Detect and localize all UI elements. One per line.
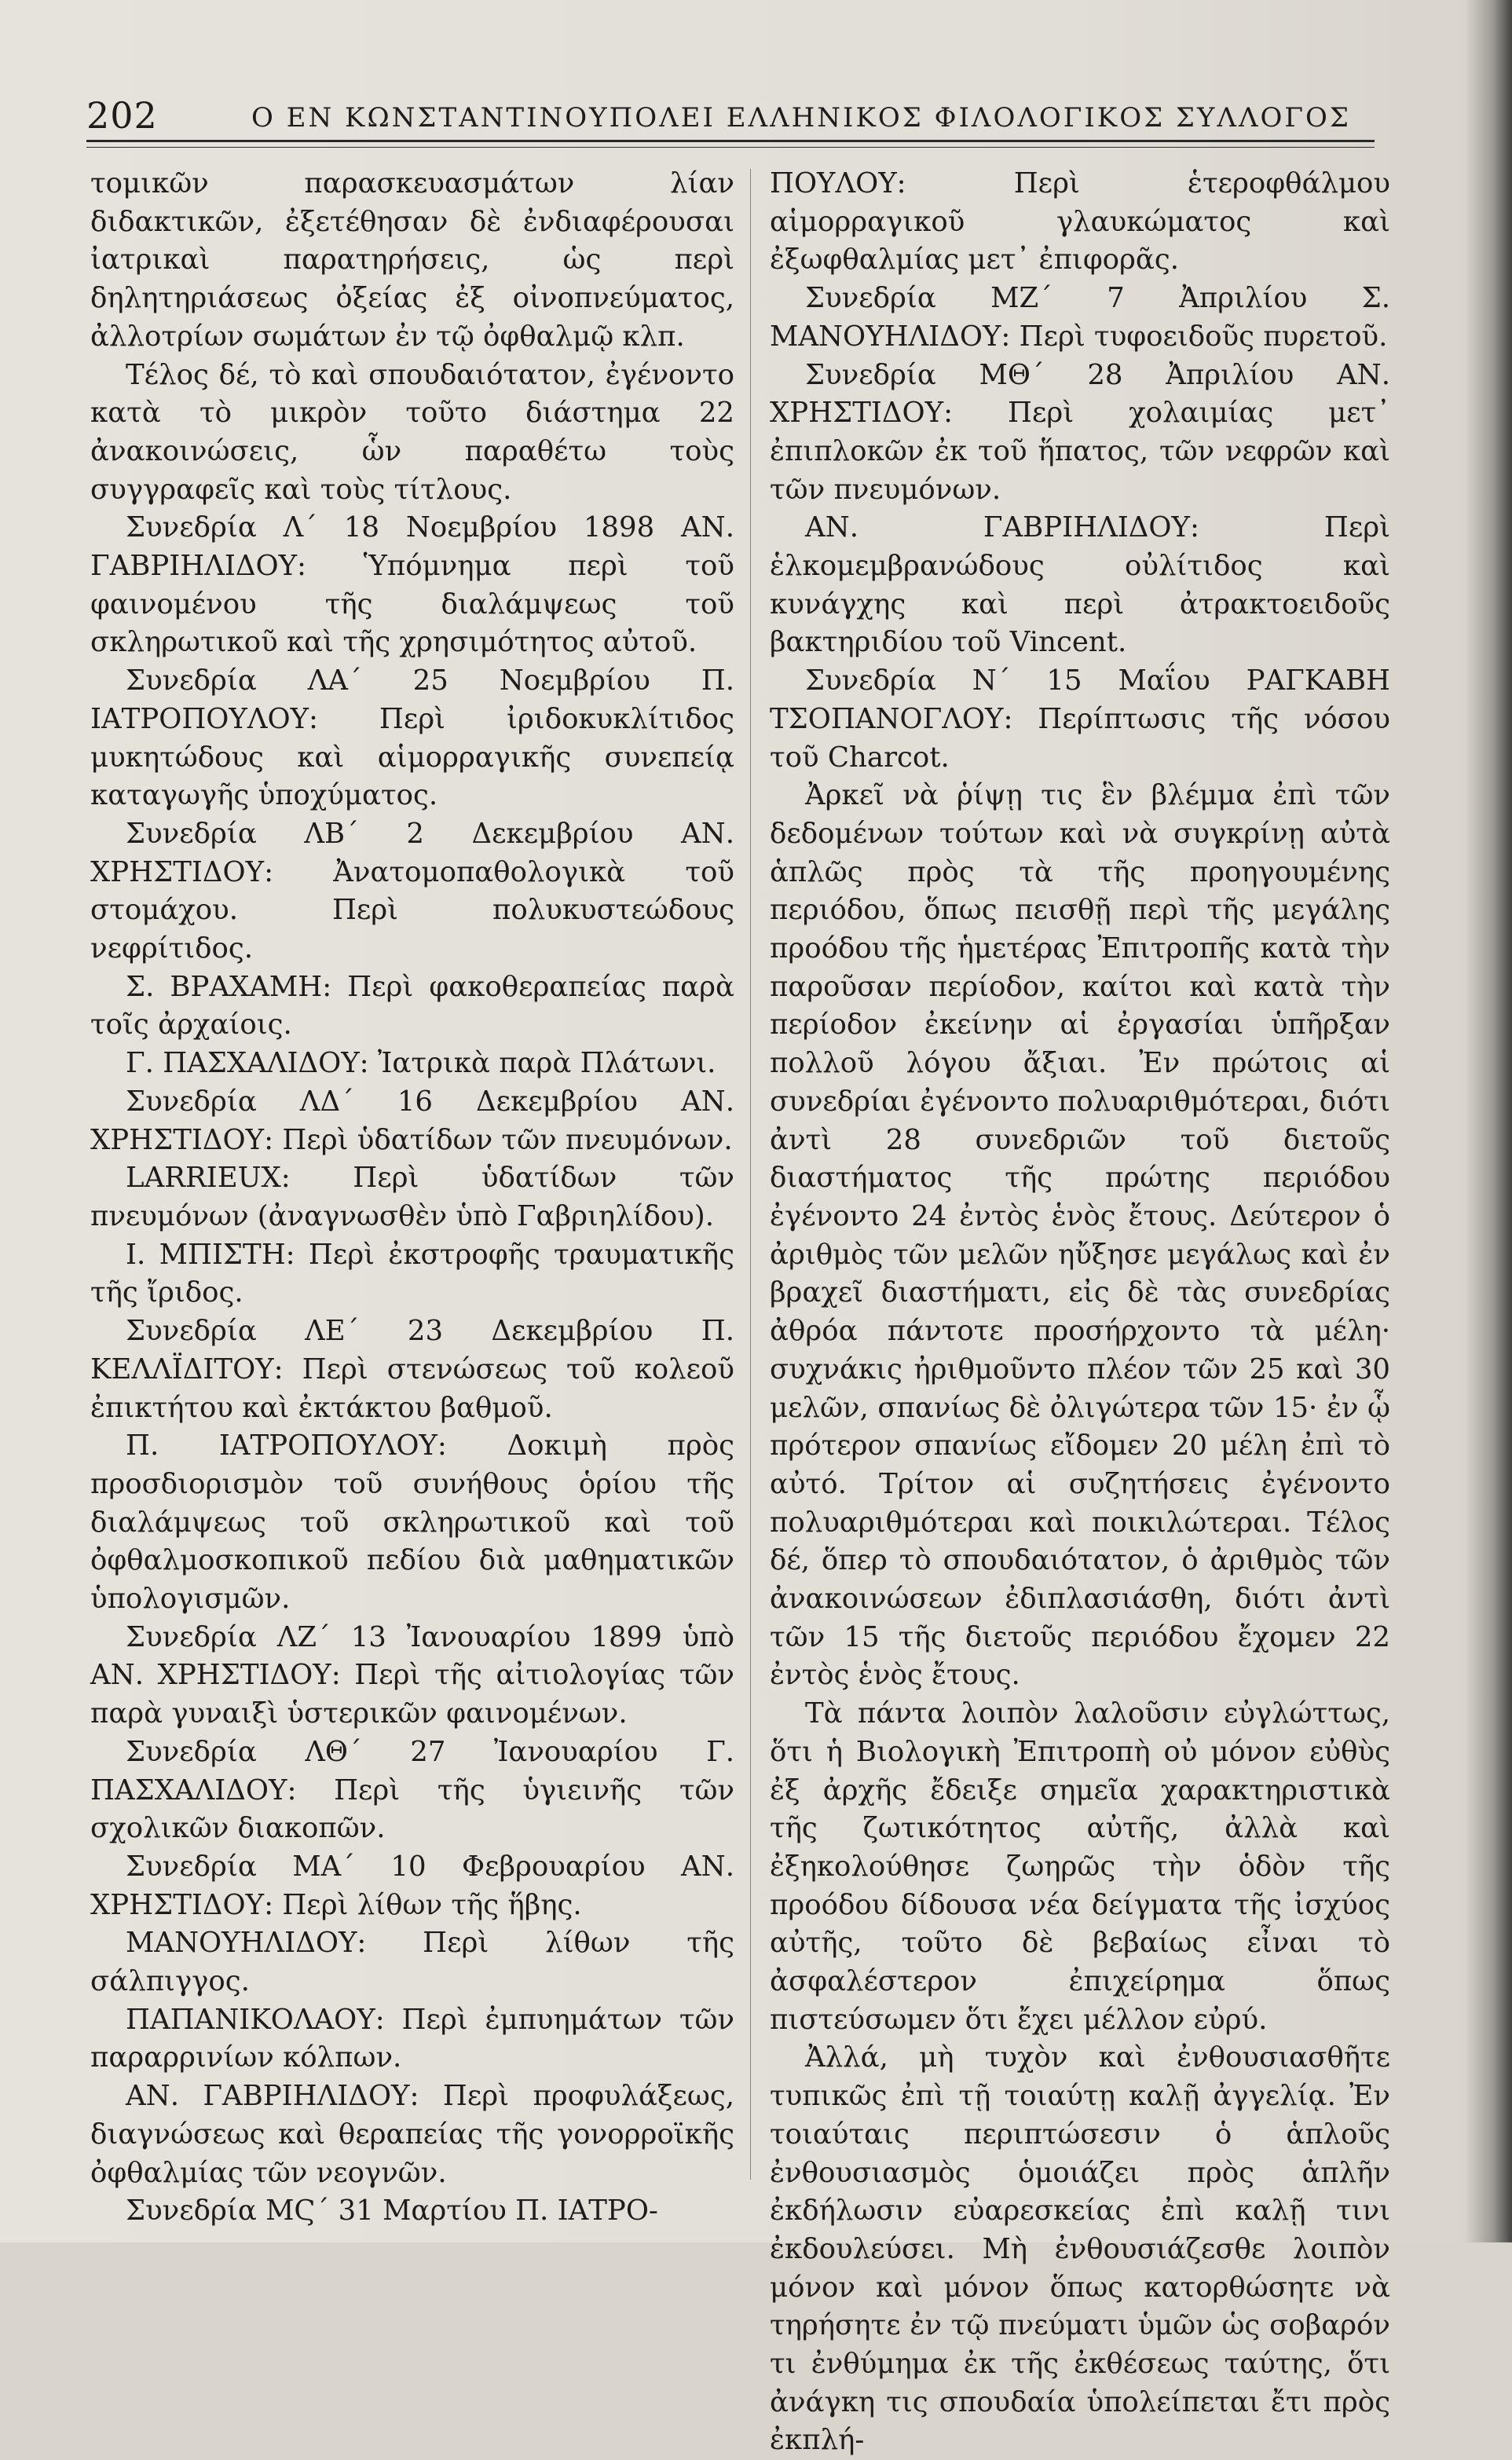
paragraph: Συνεδρία ΜϚ΄ 31 Μαρτίου Π. ΙΑΤΡΟ- <box>126 2195 658 2228</box>
running-title: Ο ΕΝ ΚΩΝΣΤΑΝΤΙΝΟΥΠΟΛΕΙ ΕΛΛΗΝΙΚΟΣ ΦΙΛΟΛΟΓΙΚΟΣ ΣΥΛΛΟΓΟΣ <box>251 102 1351 134</box>
paragraph: ΠΑΠΑΝΙΚΟΛΑΟΥ: Περὶ ἐμπυημάτων τῶν παραρρινίων κόλπων. <box>90 2003 734 2074</box>
left-column <box>90 165 734 2228</box>
paragraph: Συνεδρία ΛΑ΄ 25 Νοεμβρίου Π. ΙΑΤΡΟΠΟΥΛΟΥ: Περὶ ἰριδοκυκλίτιδος μυκητώδους καὶ αἱμορραγικῆς συνεπείᾳ καταγωγῆς ὑποχύματος. <box>90 664 734 812</box>
paragraph: ΑΝ. ΓΑΒΡΙΗΛΙΔΟΥ: Περὶ ἑλκομεμβρανώδους οὐλίτιδος καὶ κυνάγχης καὶ περὶ ἀτρακτοειδοῦς βακτηριδίου τοῦ Vincent. <box>770 511 1390 659</box>
paragraph: Π. ΙΑΤΡΟΠΟΥΛΟΥ: Δοκιμὴ πρὸς προσδιορισμὸν τοῦ συνήθους ὁρίου τῆς διαλάμψεως τοῦ σκληρωτικοῦ καὶ τοῦ ὀφθαλμοσκοπικοῦ πεδίου διὰ μαθηματικῶν ὑπολογισμῶν. <box>90 1430 734 1616</box>
page-number: 202 <box>86 94 158 137</box>
paragraph: Συνεδρία ΛΘ΄ 27 Ἰανουαρίου Γ. ΠΑΣΧΑΛΙΔΟΥ: Περὶ τῆς ὑγιεινῆς τῶν σχολικῶν διακοπῶν. <box>90 1735 734 1845</box>
paragraph: Συνεδρία ΜΘ΄ 28 Ἀπριλίου ΑΝ. ΧΡΗΣΤΙΔΟΥ: Περὶ χολαιμίας μετ᾽ ἐπιπλοκῶν ἐκ τοῦ ἥπατος, τῶν νεφρῶν καὶ τῶν πνευμόνων. <box>770 358 1390 506</box>
paragraph: Ἀλλά, μὴ τυχὸν καὶ ἐνθουσιασθῆτε τυπικῶς ἐπὶ τῇ τοιαύτῃ καλῇ ἀγγελίᾳ. Ἐν τοιαύταις περιπτώσεσιν ὁ ἁπλοῦς ἐνθουσιασμὸς ὁμοιάζει πρὸς ἁπλῆν ἐκδήλωσιν εὐαρεσκείας ἐπὶ καλῇ τινι ἐκδουλεύσει. Μὴ ἐνθουσιάζεσθε λοιπὸν μόνον καὶ μόνον ὅπως κατορθώσητε νὰ τηρήσητε ἐν τῷ πνεύματι ὑμῶν ὡς σοβαρόν τι ἐνθύμημα ἐκ τῆς ἐκθέσεως ταύτης, ὅτι ἀνάγκη τις σπουδαία ὑπολείπεται ἔτι πρὸς ἐκπλή- <box>770 2041 1390 2457</box>
paragraph: Συνεδρία ΛΕ΄ 23 Δεκεμβρίου Π. ΚΕΛΛΪΔΙΤΟΥ: Περὶ στενώσεως τοῦ κολεοῦ ἐπικτήτου καὶ ἐκτάκτου βαθμοῦ. <box>90 1315 734 1424</box>
paragraph: ΑΝ. ΓΑΒΡΙΗΛΙΔΟΥ: Περὶ προφυλάξεως, διαγνώσεως καὶ θεραπείας τῆς γονορροϊκῆς ὀφθαλμίας τῶν νεογνῶν. <box>90 2080 734 2189</box>
paragraph: Τὰ πάντα λοιπὸν λαλοῦσιν εὐγλώττως, ὅτι ἡ Βιολογικὴ Ἐπιτροπὴ οὐ μόνον εὐθὺς ἐξ ἀρχῆς ἔδειξε σημεῖα χαρακτηριστικὰ τῆς ζωτικότητος αὐτῆς, ἀλλὰ καὶ ἐξηκολούθησε ζωηρῶς τὴν ὁδὸν τῆς προόδου δίδουσα νέα δείγματα τῆς ἰσχύος αὐτῆς, τοῦτο δὲ βεβαίως εἶναι τὸ ἀσφαλέστερον ἐπιχείρημα ὅπως πιστεύσωμεν ὅτι ἔχει μέλλον εὐρύ. <box>770 1697 1390 2036</box>
paragraph: Τέλος δέ, τὸ καὶ σπουδαιότατον, ἐγένοντο κατὰ τὸ μικρὸν τοῦτο διάστημα 22 ἀνακοινώσεις, ὧν παραθέτω τοὺς συγγραφεῖς καὶ τοὺς τίτλους. <box>90 358 734 506</box>
paragraph: LARRIEUX: Περὶ ὑδατίδων τῶν πνευμόνων (ἀναγνωσθὲν ὑπὸ Γαβριηλίδου). <box>90 1162 734 1232</box>
header-rule-thin <box>86 147 1375 148</box>
paragraph: τομικῶν παρασκευασμάτων λίαν διδακτικῶν, ἐξετέθησαν δὲ ἐνδιαφέρουσαι ἰατρικαὶ παρατηρήσεις, ὡς περὶ δηλητηριάσεως ὀξείας ἐξ οἰνοπνεύματος, ἀλλοτρίων σωμάτων ἐν τῷ ὀφθαλμῷ κλπ. <box>90 167 734 353</box>
paragraph: Ι. ΜΠΙΣΤΗ: Περὶ ἐκστροφῆς τραυματικῆς τῆς ἴριδος. <box>90 1238 734 1309</box>
paragraph: ΜΑΝΟΥΗΛΙΔΟΥ: Περὶ λίθων τῆς σάλπιγγος. <box>90 1927 734 1998</box>
paragraph: Συνεδρία ΛΒ΄ 2 Δεκεμβρίου ΑΝ. ΧΡΗΣΤΙΔΟΥ: Ἀνατομοπαθολογικὰ τοῦ στομάχου. Περὶ πολυκυστεώδους νεφρίτιδος. <box>90 817 734 965</box>
paragraph: Ἀρκεῖ νὰ ῥίψῃ τις ἓν βλέμμα ἐπὶ τῶν δεδομένων τούτων καὶ νὰ συγκρίνῃ αὐτὰ ἁπλῶς πρὸς τὰ τῆς προηγουμένης περιόδου, ὅπως πεισθῇ περὶ τῆς μεγάλης προόδου τῆς ἡμετέρας Ἐπιτροπῆς κατὰ τὴν παροῦσαν περίοδον, καίτοι καὶ κατὰ τὴν περίοδον ἐκείνην αἱ ἐργασίαι ὑπῆρξαν πολλοῦ λόγου ἄξιαι. Ἐν πρώτοις αἱ συνεδρίαι ἐγένοντο πολυαριθμότεραι, διότι ἀντὶ 28 συνεδριῶν τοῦ διετοῦς διαστήματος τῆς πρώτης περιόδου ἐγένοντο 24 ἐντὸς ἑνὸς ἔτους. Δεύτερον ὁ ἀριθμὸς τῶν μελῶν ηὔξησε μεγάλως καὶ ἐν βραχεῖ διαστήματι, εἰς δὲ τὰς συνεδρίας ἀθρόα πάντοτε προσήρχοντο τὰ μέλη· συχνάκις ἠριθμοῦντο πλέον τῶν 25 καὶ 30 μελῶν, σπανίως δὲ ὀλιγώτερα τῶν 15· ἐν ᾧ πρότερον σπανίως εἴδομεν 20 μέλη ἐπὶ τὸ αὐτό. Τρίτον αἱ συζητήσεις ἐγένοντο πολυαριθμότεραι καὶ ποικιλώτεραι. Τέλος δέ, ὅπερ τὸ σπουδαιότατον, ὁ ἀριθμὸς τῶν ἀνακοινώσεων ἐδιπλασιάσθη, διότι ἀντὶ τῶν 15 τῆς διετοῦς περιόδου ἔχομεν 22 ἐντὸς ἑνὸς ἔτους. <box>770 779 1390 1692</box>
right-column <box>770 165 1390 2457</box>
column-divider <box>750 169 751 2180</box>
paragraph: Συνεδρία ΛΔ΄ 16 Δεκεμβρίου ΑΝ. ΧΡΗΣΤΙΔΟΥ: Περὶ ὑδατίδων τῶν πνευμόνων. <box>90 1085 734 1156</box>
paragraph: Γ. ΠΑΣΧΑΛΙΔΟΥ: Ἰατρικὰ παρὰ Πλάτωνι. <box>126 1047 716 1080</box>
paragraph: Συνεδρία ΜΖ΄ 7 Ἀπριλίου Σ. ΜΑΝΟΥΗΛΙΔΟΥ: Περὶ τυφοειδοῦς πυρετοῦ. <box>770 282 1390 353</box>
book-spine-shadow <box>1465 0 1512 2242</box>
paragraph: Σ. ΒΡΑΧΑΜΗ: Περὶ φακοθεραπείας παρὰ τοῖς ἀρχαίοις. <box>90 970 734 1041</box>
paragraph: Συνεδρία Λ΄ 18 Νοεμβρίου 1898 ΑΝ. ΓΑΒΡΙΗΛΙΔΟΥ: Ὑπόμνημα περὶ τοῦ φαινομένου τῆς διαλάμψεως τοῦ σκληρωτικοῦ καὶ τῆς χρησιμότητος αὐτοῦ. <box>90 511 734 659</box>
paragraph: Συνεδρία Ν΄ 15 Μαΐου ΡΑΓΚΑΒΗ ΤΣΟΠΑΝΟΓΛΟΥ: Περίπτωσις τῆς νόσου τοῦ Charcot. <box>770 664 1390 774</box>
paragraph: Συνεδρία ΜΑ΄ 10 Φεβρουαρίου ΑΝ. ΧΡΗΣΤΙΔΟΥ: Περὶ λίθων τῆς ἥβης. <box>90 1850 734 1921</box>
paragraph: ΠΟΥΛΟΥ: Περὶ ἑτεροφθάλμου αἱμορραγικοῦ γλαυκώματος καὶ ἐξωφθαλμίας μετ᾽ ἐπιφορᾶς. <box>770 167 1390 276</box>
header-rule-thick <box>86 140 1375 142</box>
paragraph: Συνεδρία ΛΖ΄ 13 Ἰανουαρίου 1899 ὑπὸ ΑΝ. ΧΡΗΣΤΙΔΟΥ: Περὶ τῆς αἰτιολογίας τῶν παρὰ γυναιξὶ ὑστερικῶν φαινομένων. <box>90 1620 734 1730</box>
